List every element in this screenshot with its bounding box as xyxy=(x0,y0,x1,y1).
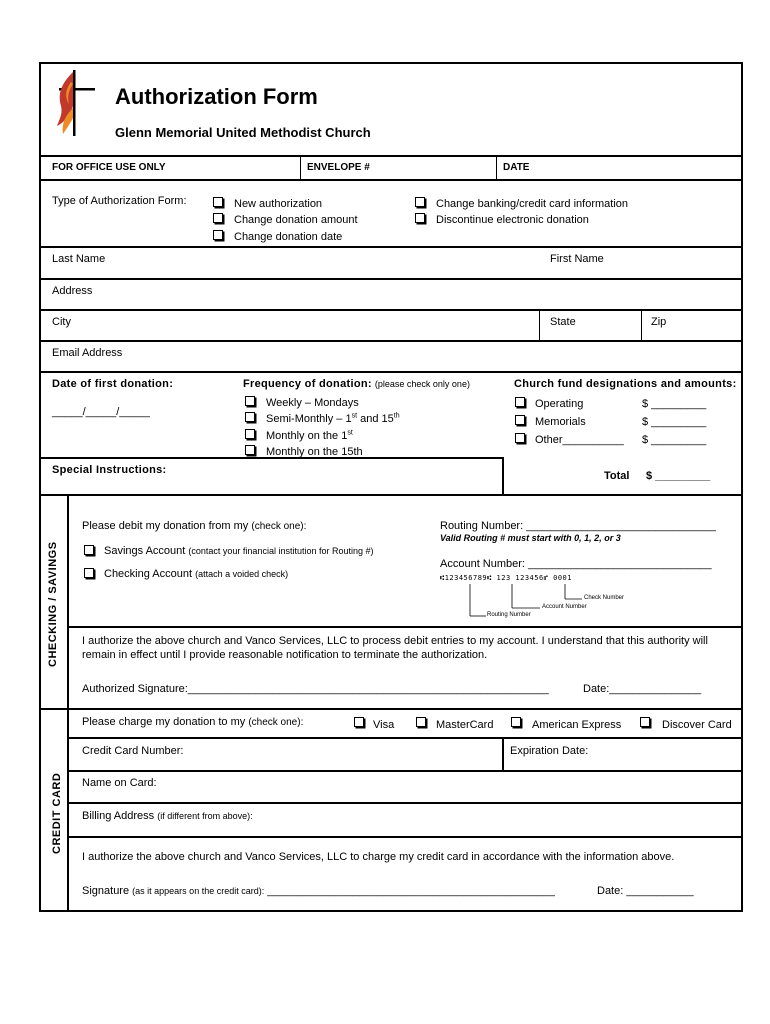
savings-note: (contact your financial institution for Routing #) xyxy=(188,546,374,556)
check-one-note: (check one): xyxy=(251,521,307,532)
state-label[interactable]: State xyxy=(550,316,576,328)
sup: th xyxy=(393,412,400,420)
option-label: Change donation date xyxy=(234,231,343,243)
credit-date-field[interactable]: Date: ___________ xyxy=(597,885,694,897)
memorials-amount[interactable]: $ _________ xyxy=(642,416,707,428)
semi-monthly-checkbox[interactable] xyxy=(245,412,255,422)
credit-signature-field[interactable] xyxy=(82,885,555,897)
savings-text: Savings Account xyxy=(104,545,186,557)
frequency-label: Frequency of donation: xyxy=(243,378,372,390)
mastercard-label: MasterCard xyxy=(436,719,494,731)
debit-prompt xyxy=(82,520,306,532)
memorials-checkbox[interactable] xyxy=(515,415,525,425)
first-donation-date-blank[interactable]: _____/_____/_____ xyxy=(52,406,150,418)
new-authorization-checkbox[interactable] xyxy=(213,197,223,207)
amex-label: American Express xyxy=(532,719,622,731)
account-number-field[interactable]: Account Number: ______________________________ xyxy=(440,558,712,570)
authorized-signature-field[interactable]: Authorized Signature:___________________________________________________________ xyxy=(82,683,549,695)
checking-savings-side-label: CHECKING / SAVINGS xyxy=(47,541,59,667)
church-name: Glenn Memorial United Methodist Church xyxy=(115,125,371,140)
savings-label xyxy=(104,545,374,557)
change-banking-checkbox[interactable] xyxy=(415,197,425,207)
signature-note: (as it appears on the credit card): xyxy=(132,886,265,896)
discover-label: Discover Card xyxy=(662,719,732,731)
total-amount[interactable]: $ _________ xyxy=(646,470,711,482)
sup: st xyxy=(351,412,358,420)
routing-number-field[interactable]: Routing Number: _______________________________ xyxy=(440,520,716,532)
email-label[interactable]: Email Address xyxy=(52,347,123,359)
option-label: New authorization xyxy=(234,198,323,210)
charge-prompt-text: Please charge my donation to my xyxy=(82,716,246,728)
authorization-form xyxy=(39,62,743,912)
visa-checkbox[interactable] xyxy=(354,717,364,727)
checking-label xyxy=(104,568,288,580)
expiration-date-field[interactable]: Expiration Date: xyxy=(510,745,589,757)
sup: st xyxy=(347,429,353,437)
savings-checkbox[interactable] xyxy=(84,545,94,555)
option-label: Change donation amount xyxy=(234,214,358,226)
change-amount-checkbox[interactable] xyxy=(213,213,223,223)
city-label[interactable]: City xyxy=(52,316,71,328)
monthly-1st-checkbox[interactable] xyxy=(245,429,255,439)
discontinue-checkbox[interactable] xyxy=(415,213,425,223)
signature-text: Signature xyxy=(82,885,130,897)
mastercard-checkbox[interactable] xyxy=(416,717,426,727)
billing-note: (if different from above): xyxy=(157,811,253,821)
billing-text: Billing Address xyxy=(82,810,155,822)
micr-line: ⑆123456789⑆ 123 123456⑈ 0001 xyxy=(440,574,572,582)
zip-label[interactable]: Zip xyxy=(651,316,667,328)
checking-note: (attach a voided check) xyxy=(195,569,289,579)
discover-checkbox[interactable] xyxy=(640,717,650,727)
debit-authorization-text-2: remain in effect until I provide reasonable notification to terminate the authorization. xyxy=(82,649,488,661)
first-donation-label: Date of first donation: xyxy=(52,378,174,390)
form-title: Authorization Form xyxy=(115,84,318,109)
fund-memorials-label: Memorials xyxy=(535,416,586,428)
checking-checkbox[interactable] xyxy=(84,568,94,578)
billing-address-field[interactable] xyxy=(82,810,253,822)
name-on-card-field[interactable]: Name on Card: xyxy=(82,777,157,789)
fund-operating-label: Operating xyxy=(535,398,584,410)
debit-date-field[interactable]: Date:_______________ xyxy=(583,683,702,695)
freq-monthly-1-label xyxy=(266,430,353,442)
weekly-checkbox[interactable] xyxy=(245,396,255,406)
operating-checkbox[interactable] xyxy=(515,397,525,407)
checking-text: Checking Account xyxy=(104,568,193,580)
credit-authorization-text: I authorize the above church and Vanco Services, LLC to charge my credit card in accordance with the information above. xyxy=(82,851,675,863)
frequency-heading xyxy=(243,378,470,390)
frequency-note: (please check only one) xyxy=(374,379,470,389)
credit-card-side-label: CREDIT CARD xyxy=(51,772,63,854)
check-number-caption: Check Number xyxy=(584,595,625,601)
change-date-checkbox[interactable] xyxy=(213,230,223,240)
account-number-caption: Account Number xyxy=(542,604,587,610)
freq-monthly-text: Monthly on the 1 xyxy=(266,430,348,442)
office-use-label: FOR OFFICE USE ONLY xyxy=(52,162,166,173)
monthly-15th-checkbox[interactable] xyxy=(245,445,255,455)
total-label: Total xyxy=(604,470,630,482)
routing-number-caption: Routing Number xyxy=(487,612,531,618)
other-checkbox[interactable] xyxy=(515,433,525,443)
special-instructions-label[interactable]: Special Instructions: xyxy=(52,464,167,476)
visa-label: Visa xyxy=(373,719,395,731)
amex-checkbox[interactable] xyxy=(511,717,521,727)
freq-semi-label xyxy=(266,413,400,425)
option-label: Change banking/credit card information xyxy=(436,198,629,210)
debit-authorization-text-1: I authorize the above church and Vanco Services, LLC to process debit entries to my account. I understand that this authority will xyxy=(82,635,708,647)
freq-weekly-label: Weekly – Mondays xyxy=(266,397,359,409)
option-label: Discontinue electronic donation xyxy=(436,214,589,226)
routing-note: Valid Routing # must start with 0, 1, 2, or 3 xyxy=(440,533,621,543)
signature-blank: _______________________________________________ xyxy=(267,885,555,897)
address-label[interactable]: Address xyxy=(52,285,93,297)
other-amount[interactable]: $ _________ xyxy=(642,434,707,446)
card-number-field[interactable]: Credit Card Number: xyxy=(82,745,184,757)
debit-prompt-text: Please debit my donation from my xyxy=(82,520,249,532)
cross-and-flame-logo xyxy=(53,68,99,140)
freq-semi-text: Semi-Monthly – 1 xyxy=(266,413,352,425)
charge-prompt xyxy=(82,716,303,728)
freq-semi-text: and 15 xyxy=(357,413,394,425)
freq-monthly-15-label: Monthly on the 15th xyxy=(266,446,363,458)
operating-amount[interactable]: $ _________ xyxy=(642,398,707,410)
auth-type-label: Type of Authorization Form: xyxy=(52,195,187,207)
last-name-label[interactable]: Last Name xyxy=(52,253,106,265)
first-name-label[interactable]: First Name xyxy=(550,253,604,265)
fund-other-label[interactable]: Other__________ xyxy=(535,434,624,446)
envelope-label: ENVELOPE # xyxy=(307,162,370,173)
office-date-label: DATE xyxy=(503,162,530,173)
fund-heading: Church fund designations and amounts: xyxy=(514,378,737,390)
check-one-note: (check one): xyxy=(248,717,304,728)
